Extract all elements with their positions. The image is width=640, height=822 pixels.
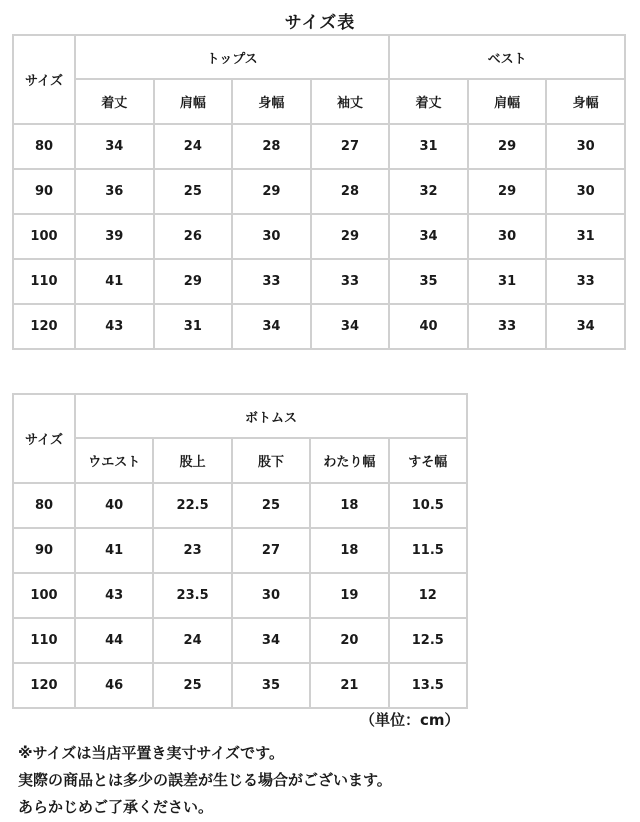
size-cell: 120 <box>13 304 75 349</box>
table-cell: 27 <box>311 124 390 169</box>
table-row <box>13 618 467 663</box>
table-cell: 28 <box>311 169 390 214</box>
column-header: 肩幅 <box>468 79 547 124</box>
table-cell: 34 <box>389 214 468 259</box>
group-header-vest: ベスト <box>389 35 625 79</box>
tops-table-body <box>13 124 625 349</box>
table-cell: 23 <box>153 528 231 573</box>
table-cell: 33 <box>546 259 625 304</box>
table-cell: 26 <box>154 214 233 259</box>
table-cell: 12 <box>389 573 467 618</box>
table-cell: 29 <box>154 259 233 304</box>
table-cell: 18 <box>310 528 388 573</box>
table-cell: 29 <box>468 169 547 214</box>
notes <box>18 740 392 821</box>
table-cell: 30 <box>232 214 311 259</box>
column-header: 肩幅 <box>154 79 233 124</box>
table-cell: 31 <box>546 214 625 259</box>
table-cell: 10.5 <box>389 483 467 528</box>
size-cell: 90 <box>13 169 75 214</box>
table-row <box>13 214 625 259</box>
size-header: サイズ <box>13 394 75 483</box>
column-header: 着丈 <box>75 79 154 124</box>
table-row <box>13 528 467 573</box>
table-cell: 44 <box>75 618 153 663</box>
table-cell: 33 <box>468 304 547 349</box>
table-row <box>13 124 625 169</box>
column-header: すそ幅 <box>389 438 467 483</box>
table-cell: 30 <box>468 214 547 259</box>
table-cell: 33 <box>232 259 311 304</box>
table-cell: 29 <box>311 214 390 259</box>
size-cell: 110 <box>13 259 75 304</box>
column-header: 袖丈 <box>311 79 390 124</box>
table-cell: 29 <box>468 124 547 169</box>
table-row <box>13 483 467 528</box>
table-cell: 13.5 <box>389 663 467 708</box>
table-row <box>13 573 467 618</box>
column-header: 身幅 <box>232 79 311 124</box>
table-cell: 35 <box>389 259 468 304</box>
table-cell: 32 <box>389 169 468 214</box>
table-cell: 11.5 <box>389 528 467 573</box>
table-cell: 31 <box>154 304 233 349</box>
note-line: 実際の商品とは多少の誤差が生じる場合がございます。 <box>18 771 392 789</box>
page-title: サイズ表 <box>284 13 356 33</box>
size-cell: 120 <box>13 663 75 708</box>
table-cell: 31 <box>389 124 468 169</box>
size-cell: 110 <box>13 618 75 663</box>
size-cell: 100 <box>13 214 75 259</box>
table-cell: 31 <box>468 259 547 304</box>
table-cell: 19 <box>310 573 388 618</box>
unit-label: （単位：cm） <box>360 711 460 729</box>
table-cell: 46 <box>75 663 153 708</box>
table-cell: 30 <box>232 573 310 618</box>
size-cell: 100 <box>13 573 75 618</box>
bottoms-table-body <box>13 483 467 708</box>
size-cell: 90 <box>13 528 75 573</box>
table-cell: 40 <box>75 483 153 528</box>
column-header: 身幅 <box>546 79 625 124</box>
table-row <box>13 259 625 304</box>
table-cell: 25 <box>153 663 231 708</box>
table-cell: 34 <box>75 124 154 169</box>
table-cell: 27 <box>232 528 310 573</box>
size-header: サイズ <box>13 35 75 124</box>
table-cell: 30 <box>546 169 625 214</box>
table-cell: 12.5 <box>389 618 467 663</box>
table-cell: 34 <box>546 304 625 349</box>
table-row <box>13 169 625 214</box>
table-cell: 21 <box>310 663 388 708</box>
column-header: 着丈 <box>389 79 468 124</box>
table-cell: 34 <box>232 618 310 663</box>
size-cell: 80 <box>13 483 75 528</box>
table-cell: 40 <box>389 304 468 349</box>
table-cell: 33 <box>311 259 390 304</box>
table-cell: 41 <box>75 528 153 573</box>
column-header: ウエスト <box>75 438 153 483</box>
table-cell: 30 <box>546 124 625 169</box>
column-header: わたり幅 <box>310 438 388 483</box>
table-cell: 34 <box>232 304 311 349</box>
table-cell: 34 <box>311 304 390 349</box>
column-header: 股上 <box>153 438 231 483</box>
table-cell: 29 <box>232 169 311 214</box>
group-header-tops: トップス <box>75 35 389 79</box>
table-cell: 39 <box>75 214 154 259</box>
bottoms-size-table <box>12 393 468 709</box>
table-cell: 25 <box>232 483 310 528</box>
size-cell: 80 <box>13 124 75 169</box>
table-cell: 41 <box>75 259 154 304</box>
table-cell: 43 <box>75 304 154 349</box>
table-cell: 24 <box>154 124 233 169</box>
group-header-bottoms: ボトムス <box>75 394 467 438</box>
table-cell: 23.5 <box>153 573 231 618</box>
table-cell: 36 <box>75 169 154 214</box>
table-cell: 35 <box>232 663 310 708</box>
tops-size-table <box>12 34 626 350</box>
table-cell: 22.5 <box>153 483 231 528</box>
note-line: あらかじめご了承ください。 <box>18 798 214 816</box>
note-line: ※サイズは当店平置き実寸サイズです。 <box>18 744 284 762</box>
column-header: 股下 <box>232 438 310 483</box>
table-cell: 20 <box>310 618 388 663</box>
table-cell: 43 <box>75 573 153 618</box>
table-cell: 18 <box>310 483 388 528</box>
table-row <box>13 663 467 708</box>
table-row <box>13 304 625 349</box>
table-cell: 24 <box>153 618 231 663</box>
table-cell: 25 <box>154 169 233 214</box>
table-cell: 28 <box>232 124 311 169</box>
